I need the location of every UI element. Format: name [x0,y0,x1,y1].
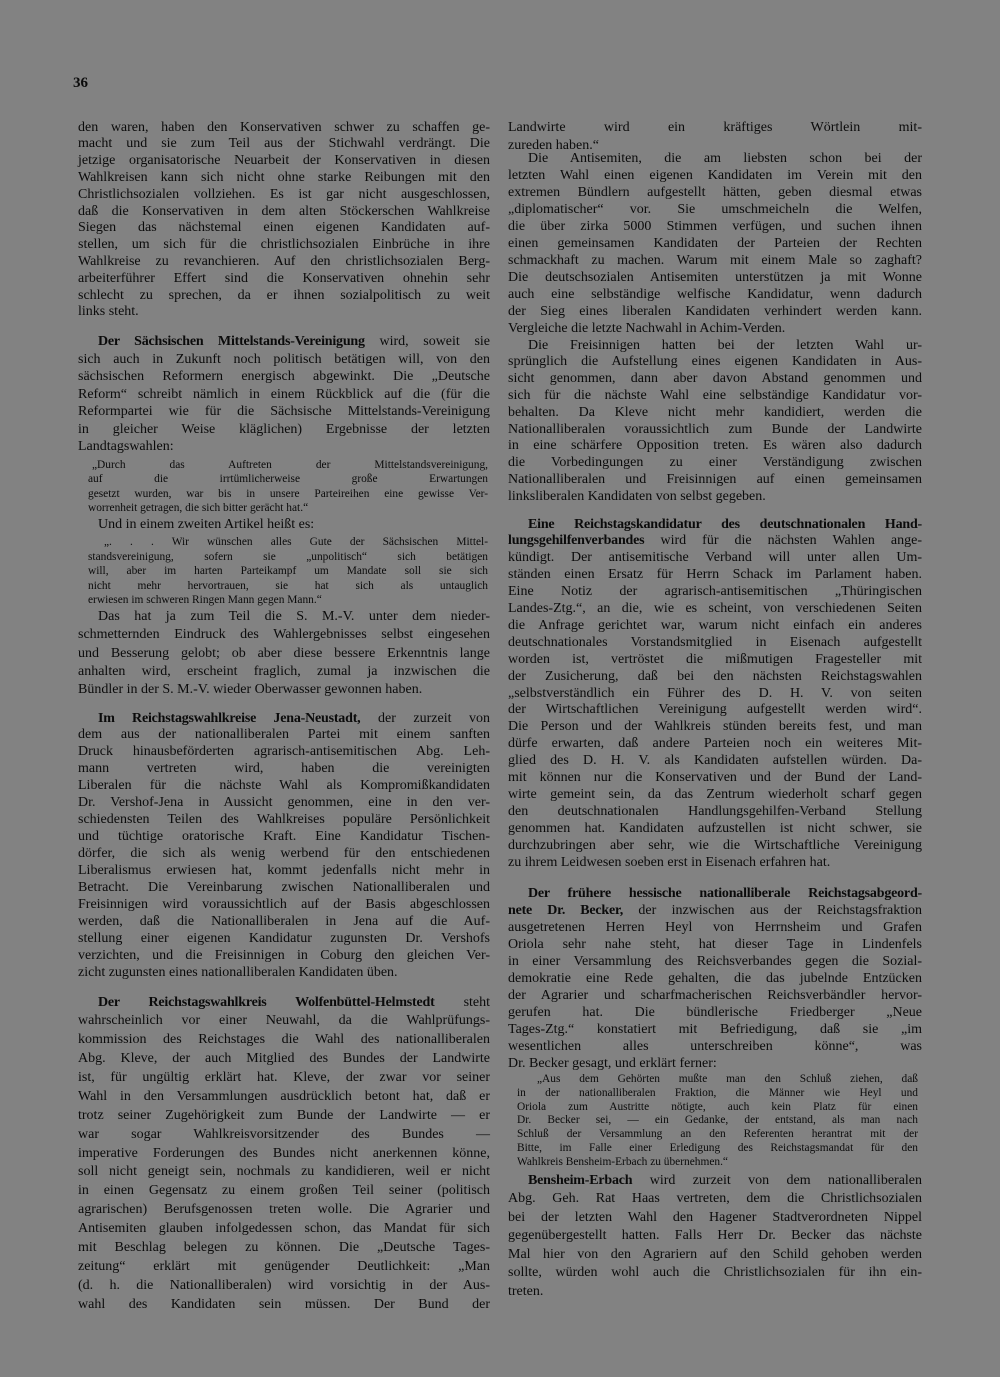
text-line: gesetzt wurden, war bis in unsere Parteireihen eine gewisse Ver- [88,487,488,500]
text-line: Landtagswahlen: [78,439,174,454]
text-line: war sogar Wahlkreisvorsitzender des Bundes — [78,1126,490,1142]
text-line [78,711,490,728]
text-line [78,333,490,351]
text-line: sich für die nächste Wahl eine selbständige Kandidatur vor- [508,387,922,403]
text-line: Das hat ja zum Teil die S. M.-V. unter dem nieder- [98,609,490,624]
text-line: den deutschnationalen Handlungsgehilfen-Verband Stellung [508,803,922,819]
text-line: sprünglich die Aufstellung eines eigenen Kandidaten in Aus- [508,354,922,370]
paragraph [78,711,490,982]
text-line: Reformpartei wie für die Sächsische Mittelstands-Vereinigung [78,404,490,419]
text-line: soll nicht geneigt sein, nochmals zu kandidieren, weil er nicht [78,1164,490,1180]
text-line: Liberalismus erwiesen hat, kommt jedenfalls nicht mehr in [78,862,490,878]
text-line: ausgetretenen Herren Heyl von Herrnsheim und Grafen [508,919,922,935]
text-line: kündigt. Der antisemitische Verband will unter allen Um- [508,550,922,566]
text-line: trotz seiner Zugehörigkeit zum Bunde der Landwirte — er [78,1107,490,1123]
paragraph [508,517,922,872]
text-line: die Vorbedingungen zu einer Verständigung zwischen [508,455,922,471]
text-line: worden ist, vertröstet die mißmutigen Fragesteller mit [508,651,922,667]
text-line: die über zirka 5000 Stimmen verfügen, und suchen ihnen [508,218,922,234]
text-line: „selbstverständlich ein Führer des D. H. V. von seiten [508,685,922,701]
text-line: in eine schärfere Opposition treten. Es wären also dadurch [508,438,922,454]
text-line: Die Person und der Wahlkreis stünden bereits fest, und man [508,719,922,735]
text-line: Siegen das nächstemal einen eigenen Kandidaten auf- [78,220,490,236]
text-line: zureden haben.“ [508,138,599,153]
text-line: Dr. Becker sei, — ein Gedanke, der entstand, als man nach [517,1114,918,1127]
paragraph [78,333,490,456]
text-line: deutschnationales Vorstandsmitglied in Eisenach aufgestellt [508,634,922,650]
paragraph [78,608,490,699]
text-line: stellung einer eigenen Kandidatur zugunsten Dr. Vershofs [78,930,490,946]
bold-lead: Bensheim-Erbach [528,1172,633,1188]
text-line: in gleicher Weise kläglichen) Ergebnisse der letzten [78,421,490,437]
text-line: will, aber im harten Parteikampf um Mandate soll sie sich [88,565,488,577]
text-line: Wahlkreisen kann sich nicht ohne starke Reibungen mit den [78,169,490,185]
text-line: Bündler in der S. M.-V. wieder Oberwasser gewonnen haben. [78,682,423,697]
text-line: linksliberalen Kandidaten von selbst gegeben. [508,488,766,504]
line-text: der inzwischen aus der Reichstagsfraktion [638,902,923,918]
paragraph [78,516,490,533]
text-line: daß die Konservativen in dem alten Stöckerschen Wahlkreise [78,203,490,219]
text-line: Die deutschsozialen Antisemiten unterstützen ja mit Wonne [508,269,922,285]
text-line: jetzige organisatorische Neuarbeit der Konservativen in diesen [78,153,490,169]
text-line: verzichten, und die Freisinnigen in Coburg den gleichen Ver- [78,947,490,963]
line-text: steht [463,994,491,1010]
text-line: dem aus der nationalliberalen Partei mit einem sanften [78,727,490,743]
text-line: und Besserung gelobt; ob aber diese bessere Erkenntnis lange [78,645,490,661]
text-line: sich auch in Zukunft noch politisch betätigen will, von den [78,351,490,367]
text-line: nicht mehr hervortrauen, sie hat sich als untauglich [88,579,488,592]
text-line: Wahl in den Versammlungen ausdrücklich betont hat, daß er [78,1088,490,1104]
text-line: wahrscheinlich vor einer Neuwahl, da die Wahlprüfungs- [78,1013,490,1029]
text-line: Abg. Geh. Rat Haas vertreten, dem die Christlichsozialen [508,1191,922,1207]
text-line: „Aus dem Gehörten mußte man den Schluß ziehen, daß [537,1073,918,1085]
bold-lead: Der frühere hessische nationalliberale Reichstagsabgeord- [528,885,922,901]
text-line: kommission des Reichstages die Wahl des nationalliberalen [78,1032,490,1048]
text-line: mit können nur die Konservativen und der Bund der Land- [508,770,922,786]
text-line: werden, daß die Nationalliberalen in Jena auf die Auf- [78,913,490,929]
text-line: behalten. Da Kleve nicht mehr kandidiert, werden die [508,404,922,420]
text-line: zu ihrem Leidwesen soeben erst in Eisenach erfahren hat. [508,854,831,870]
paragraph [78,994,490,1315]
text-line: Bitte, im Falle einer Erledigung des Reichstagsmandat für den [517,1142,918,1155]
line-text: wird, soweit sie [379,334,490,349]
text-line: „diplomatischer“ vor. Sie umschmeicheln die Welfen, [508,201,922,217]
text-line: ist, für ungültig erklärt hat. Kleve, der zwar vor seiner [78,1070,490,1085]
text-line: Christlichsozialen vollziehen. Es ist gar nicht ausgeschlossen, [78,186,490,202]
text-line: worrenheit getragen, die sich bitter gerächt hat.“ [88,501,309,514]
paragraph [508,1172,922,1302]
text-line: genommen hat. Kandidaten aufzustellen ist nicht schwer, sie [508,820,922,836]
text-line: einen gemeinsamen Kandidaten der Parteien der Rechten [508,235,922,251]
page-number: 36 [73,75,88,91]
text-line: schmetternden Eindruck des Wahlergebnisses selbst eingesehen [78,627,490,643]
text-line: den waren, haben den Konservativen schwer zu schaffen ge- [78,119,490,135]
text-line: auf die irrtümlicherweise große Erwartungen [88,473,488,486]
text-line: in der nationalliberalen Fraktion, die Männer wie Heyl und [517,1086,918,1099]
text-line: Nationalliberalen voraussichtlich zum Bunde der Landwirte [508,421,922,437]
text-line: Landes-Ztg.“, an die, wie es scheint, von verschiedenen Seiten [508,601,922,617]
bold-lead: Eine Reichstagskandidatur des deutschnationalen Hand- [528,516,922,532]
paragraph [78,120,490,322]
text-line: sächsischen Reformern energisch abgewinkt. Die „Deutsche [78,369,490,384]
text-line: der Wirtschaftlichen Vereinigung aufgestellt werden wird“. [508,702,922,718]
text-line: extremen Bündlern aufgestellt hätten, geben diesmal etwas [508,184,922,200]
text-line: auch eine selbständige welfische Kandidatur, wenn dadurch [508,286,922,302]
text-line: dürfe erwarten, daß andere Parteien noch ein weiteres Mit- [508,736,922,752]
text-line: wesentlichen alles unterschreiben könne“, was [508,1039,922,1055]
text-line: Oriola zum Austritte nötigte, auch kein Platz für einen [517,1100,918,1113]
text-line: dörfer, die sich als wenig werbend für den entschiedenen [78,846,490,861]
paragraph [508,150,922,337]
text-line: gerufen hat. Die bündlerische Friedberger „Neue [508,1005,922,1021]
text-line: der Agrarier und scharfmacherischen Reichsverbändler hervor- [508,988,922,1004]
text-line: Abg. Kleve, der auch Mitglied des Bundes der Landwirte [78,1051,490,1067]
text-line: mann vertreten wird, haben die vereinigten [78,761,490,777]
line-text: der zurzeit von [378,710,491,726]
quote-block [88,535,488,608]
text-line: links steht. [78,304,139,320]
bold-lead: lungsgehilfenverbandes [508,533,645,549]
text-line: schmackhaft zu machen. Warum mit einem Male so zaghaft? [508,252,922,268]
text-line: Oriola sehr nahe steht, hat dieser Tage in Lindenfels [508,936,922,952]
quote-block [517,1073,918,1170]
text-line: Mal hier von den Agrariern auf den Schild gehoben werden [508,1246,922,1262]
text-line: sollte, würden wohl auch die Christlichsozialen für ihn ein- [508,1265,922,1281]
text-line [508,1172,922,1191]
text-line: treten. [508,1283,544,1299]
text-line: Die Antisemiten, die am liebsten schon bei der [528,150,922,166]
text-line: der Zusicherung, daß bei den nächsten Reichstagswahlen [508,668,922,684]
text-line: Eine Notiz der agrarisch-antisemitischen „Thüringischen [508,584,922,600]
text-line [508,902,922,919]
text-line: arbeiterführer Effert sind die Konservativen ohnehin sehr [78,270,490,286]
text-line: Tages-Ztg.“ konstatiert mit Befriedigung, daß sie „im [508,1022,922,1038]
text-line: Wahlkreise zu revanchieren. Auf den christlichsozialen Berg- [78,253,490,269]
text-line: Liberalen für die nächste Wahl als Kompromißkandidaten [78,778,490,794]
text-line: agrarischen) Berufsgenossen treten wolle. Die Agrarier und [78,1202,490,1218]
text-line: Dr. Becker gesagt, und erklärt ferner: [508,1056,717,1072]
text-line: Druck hinausbeförderten agrarisch-antisemitischen Abg. Leh- [78,744,490,760]
line-text: wird zurzeit von dem nationalliberalen [649,1172,923,1188]
text-line: Die Freisinnigen hatten bei der letzten Wahl ur- [528,337,922,353]
text-line [78,994,490,1013]
text-line: standsvereinigung, sofern sie „unpolitisch“ sich betätigen [88,550,488,563]
text-line: Betracht. Die Vereinbarung zwischen Nationalliberalen und [78,879,490,895]
text-line: zeitung“ erklärt mit genügender Deutlichkeit: „Man [78,1258,490,1274]
text-line: und tüchtige oratorische Kraft. Eine Kandidatur Tischen- [78,829,490,845]
text-line: schiedensten Teilen des Wahlkreises populäre Persönlichkeit [78,812,490,828]
text-line: anhalten wird, erscheint fraglich, zumal ja inzwischen die [78,663,490,679]
text-line: Vergleiche die letzte Nachwahl in Achim-Verden. [508,320,786,336]
text-line: Freisinnigen wird voraussichtlich auf der Basis abgeschlossen [78,896,490,912]
text-line: Schluß der Versammlung an den Referenten herantrat mit der [517,1128,918,1141]
text-line [508,885,922,902]
text-line: stellen, um sich für die christlichsozialen Einbrüche in ihre [78,237,490,253]
paragraph [508,885,922,1073]
text-line: Wahlkreis Bensheim-Erbach zu übernehmen.“ [517,1155,728,1168]
text-line [508,517,922,534]
text-line: die Anfrage gerichtet war, warum nicht einfach ein anderes [508,617,922,633]
text-line: (d. h. die Nationalliberalen) wird vorsichtig in der Aus- [78,1277,490,1293]
text-line: Landwirte wird ein kräftiges Wörtlein mit- [508,120,922,135]
paragraph [508,338,922,506]
text-line: imperative Forderungen des Bundes nicht anerkennen könne, [78,1145,490,1161]
text-line: der Sieg eines liberalen Kandidaten verhindert werden kann. [508,303,922,319]
text-line: glied des D. H. V. als Kandidaten aufstellen würden. Da- [508,753,922,769]
text-line: „Durch das Auftreten der Mittelstandsvereinigung, [92,459,488,471]
bold-lead: Der Reichstagswahlkreis Wolfenbüttel-Helmstedt [98,994,435,1010]
bold-lead: nete Dr. Becker, [508,902,624,918]
text-line: ständen einen Ersatz für Herrn Schack im Parlament haben. [508,567,922,583]
text-line: Dr. Vershof-Jena in Aussicht genommen, eine in den ver- [78,795,490,811]
text-line: „. . . Wir wünschen alles Gute der Sächsischen Mittel- [104,536,488,548]
text-line: schlecht zu sprechen, da er ihnen sozialpolitisch zu weit [78,287,490,303]
text-line: Reform“ schreibt nämlich in einem Rückblick auf die (für die [78,386,490,402]
text-line: macht und sie zum Teil aus der Stichwahl verdrängt. Die [78,136,490,152]
text-line: wirte gemeint sein, da das Zentrum wiederholt scharf gegen [508,787,922,802]
text-line: Nationalliberalen und Freisinnigen auf einen gemeinsamen [508,471,922,487]
text-line: in einen Gegensatz zu einem großen Teil seiner (politisch [78,1183,490,1199]
line-text: wird für die nächsten Wahlen ange- [660,533,922,549]
text-line: letzten Wahl einen eigenen Kandidaten im Verein mit den [508,167,922,183]
text-line: zicht zugunsten eines nationalliberalen Kandidaten üben. [78,964,398,980]
text-line: bei der letzten Wahl den Hagener Stadtverordneten Nippel [508,1209,922,1225]
text-line [508,533,922,550]
text-line: demokratie eine Rede gehalten, die das jubelnde Entzücken [508,970,922,986]
text-line: Und in einem zweiten Artikel heißt es: [98,516,315,532]
text-line: wahl des Kandidaten sein müssen. Der Bund der [78,1296,490,1312]
text-line: Antisemiten glauben infolgedessen schon, das Mandat für sich [78,1221,490,1236]
text-line: erwiesen im schweren Ringen Mann gegen Mann.“ [88,594,322,606]
quote-block [88,458,488,515]
text-line: gegenübergestellt hatten. Falls Herr Dr. Becker das nächste [508,1228,922,1244]
text-line: sicht genommen, dann aber davon Abstand genommen und [508,371,922,387]
bold-lead: Im Reichstagswahlkreise Jena-Neustadt, [98,710,361,726]
text-line: durchzubringen aber sehr, wie die Wirtschaftliche Vereinigung [508,837,922,853]
text-line: in einer Versammlung des Reichsverbandes gegen die Sozial- [508,953,922,969]
text-line: mit Beschlag belegen zu können. Die „Deutsche Tages- [78,1239,490,1255]
bold-lead: Der Sächsischen Mittelstands-Vereinigung [98,334,365,349]
